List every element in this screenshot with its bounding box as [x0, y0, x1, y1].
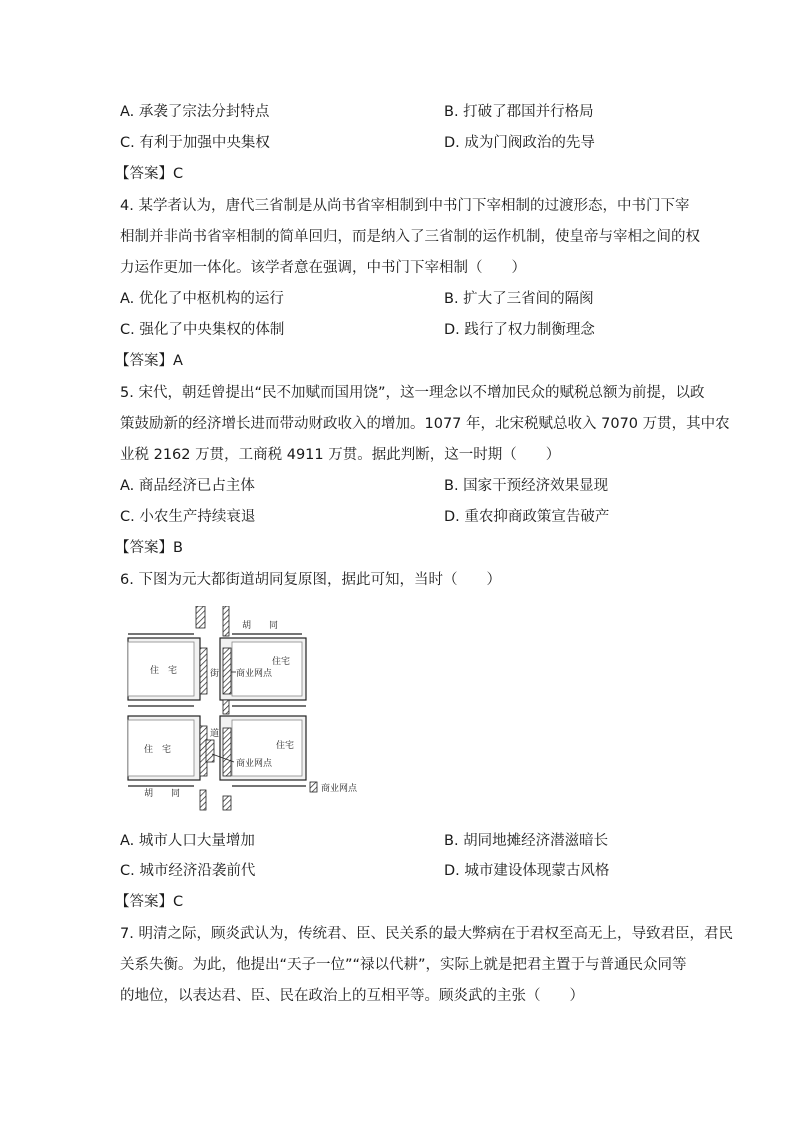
hutong-map-diagram — [124, 606, 382, 812]
q5-answer: 【答案】B — [115, 540, 183, 556]
legend-label: 商业网点 — [321, 784, 358, 794]
legend-swatch — [310, 782, 317, 792]
shop-block — [196, 606, 205, 628]
q6-answer: 【答案】C — [115, 894, 184, 910]
q3-option-b: B. 打破了郡国并行格局 — [444, 104, 594, 120]
q7-stem-line-2: 关系失衡。为此，他提出“天子一位”“禄以代耕”，实际上就是把君主置于与普通民众同等 — [120, 957, 687, 973]
shop-block — [223, 700, 229, 714]
q5-option-c: C. 小农生产持续衰退 — [120, 509, 256, 525]
q6-option-b: B. 胡同地摊经济潜滋暗长 — [444, 833, 609, 849]
q6-option-a: A. 城市人口大量增加 — [120, 833, 255, 849]
shop-block — [223, 796, 231, 810]
shop-block — [223, 648, 231, 694]
q4-stem-line-2: 相制并非尚书省宰相制的简单回归，而是纳入了三省制的运作机制，使皇帝与宰相之间的权 — [120, 229, 700, 245]
shop-block — [200, 790, 206, 810]
q4-option-b: B. 扩大了三省间的隔阂 — [444, 291, 594, 307]
hutong-label-top: 胡 同 — [242, 621, 279, 631]
q5-stem-line-3: 业税 2162 万贯，工商税 4911 万贯。据此判断，这一时期（ ） — [120, 447, 561, 463]
zhuzhai-label-1: 住 宅 — [150, 666, 178, 676]
q5-option-d: D. 重农抑商政策宣告破产 — [444, 509, 610, 525]
q4-stem-line-3: 力运作更加一体化。该学者意在强调，中书门下宰相制（ ） — [120, 260, 526, 276]
dao-label: 道 — [210, 729, 220, 739]
zhuzhai-label-2: 住宅 — [272, 657, 291, 667]
shop-block — [206, 740, 214, 762]
shop-label-1: 商业网点 — [236, 669, 273, 679]
q7-stem-line-3: 的地位，以表达君、臣、民在政治上的互相平等。顾炎武的主张（ ） — [120, 988, 584, 1004]
q4-answer: 【答案】A — [115, 353, 183, 369]
shop-block — [223, 606, 229, 636]
jie-label: 街 — [210, 669, 220, 679]
q6-stem-line-1: 6. 下图为元大都街道胡同复原图，据此可知，当时（ ） — [120, 572, 501, 588]
q3-option-c: C. 有利于加强中央集权 — [120, 135, 270, 151]
q6-option-d: D. 城市建设体现蒙古风格 — [444, 863, 610, 879]
q3-option-a: A. 承袭了宗法分封特点 — [120, 104, 270, 120]
q3-answer: 【答案】C — [115, 166, 184, 182]
q4-option-a: A. 优化了中枢机构的运行 — [120, 291, 284, 307]
q4-option-c: C. 强化了中央集权的体制 — [120, 322, 285, 338]
q5-option-b: B. 国家干预经济效果显现 — [444, 478, 609, 494]
q6-option-c: C. 城市经济沿袭前代 — [120, 863, 256, 879]
hutong-label-bottom: 胡 同 — [144, 789, 181, 799]
shop-block — [223, 728, 231, 776]
q4-option-d: D. 践行了权力制衡理念 — [444, 322, 595, 338]
q5-option-a: A. 商品经济已占主体 — [120, 478, 255, 494]
q4-stem-line-1: 4. 某学者认为，唐代三省制是从尚书省宰相制到中书门下宰相制的过渡形态，中书门下宰 — [120, 198, 690, 214]
q3-option-d: D. 成为门阀政治的先导 — [444, 135, 595, 151]
q5-stem-line-2: 策鼓励新的经济增长进而带动财政收入的增加。1077 年，北宋税赋总收入 7070 万贯，其中农 — [120, 416, 730, 432]
shop-block — [200, 648, 207, 694]
q7-stem-line-1: 7. 明清之际，顾炎武认为，传统君、臣、民关系的最大弊病在于君权至高无上，导致君臣，君民 — [120, 926, 733, 942]
shop-label-2: 商业网点 — [236, 759, 273, 769]
zhuzhai-label-3: 住 宅 — [144, 745, 172, 755]
zhuzhai-label-4: 住宅 — [276, 741, 295, 751]
q5-stem-line-1: 5. 宋代，朝廷曾提出“民不加赋而国用饶”，这一理念以不增加民众的赋税总额为前提，以政 — [120, 385, 705, 401]
